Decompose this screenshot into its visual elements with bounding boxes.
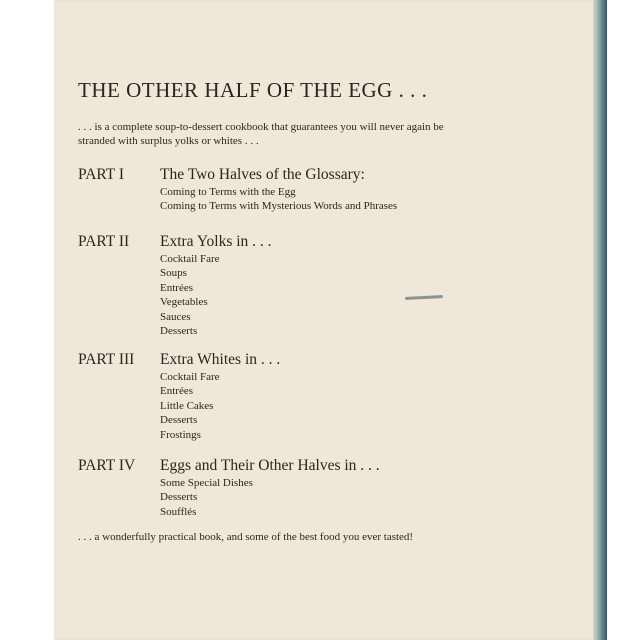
part-title: Extra Yolks in . . . [160, 233, 272, 250]
part-item-list [78, 370, 280, 442]
list-item: Coming to Terms with Mysterious Words and Phrases [160, 200, 398, 213]
part-number: PART II [78, 233, 130, 250]
part-item-list [78, 476, 380, 519]
list-item: Vegetables [160, 296, 208, 309]
part-4 [78, 456, 380, 519]
part-item-list [78, 252, 272, 338]
intro-text: . . . is a complete soup-to-dessert cookbook that guarantees you will never again be stranded with surplus yolks or whites . . . [78, 121, 444, 147]
list-item: Frostings [160, 428, 201, 441]
part-item-list [78, 185, 397, 214]
part-number: PART III [78, 351, 135, 368]
part-heading [78, 456, 380, 476]
list-item: Cocktail Fare [160, 371, 220, 383]
spine-edge [593, 0, 607, 640]
part-heading [78, 165, 397, 185]
list-item: Entrées [160, 385, 193, 398]
list-item: Soups [160, 267, 187, 280]
part-heading [78, 350, 280, 370]
list-item: Desserts [160, 414, 198, 427]
closing-text: . . . a wonderfully practical book, and some of the best food you ever tasted! [78, 531, 414, 543]
list-item: Desserts [160, 325, 198, 338]
list-item: Soufflés [160, 505, 197, 518]
part-1 [78, 165, 397, 214]
list-item: Some Special Dishes [160, 477, 253, 489]
cover-title: THE OTHER HALF OF THE EGG . . . [78, 78, 428, 102]
list-item: Sauces [160, 310, 191, 323]
part-number: PART IV [78, 457, 136, 474]
list-item: Entrées [160, 281, 193, 294]
part-3 [78, 350, 280, 442]
part-2 [78, 232, 272, 338]
list-item: Desserts [160, 491, 198, 504]
list-item: Coming to Terms with the Egg [160, 186, 296, 198]
list-item: Little Cakes [160, 399, 214, 412]
part-title: Extra Whites in . . . [160, 351, 281, 368]
part-title: Eggs and Their Other Halves in . . . [160, 457, 380, 474]
part-title: The Two Halves of the Glossary: [160, 166, 365, 183]
part-heading [78, 232, 272, 252]
part-number: PART I [78, 166, 125, 183]
list-item: Cocktail Fare [160, 253, 220, 265]
